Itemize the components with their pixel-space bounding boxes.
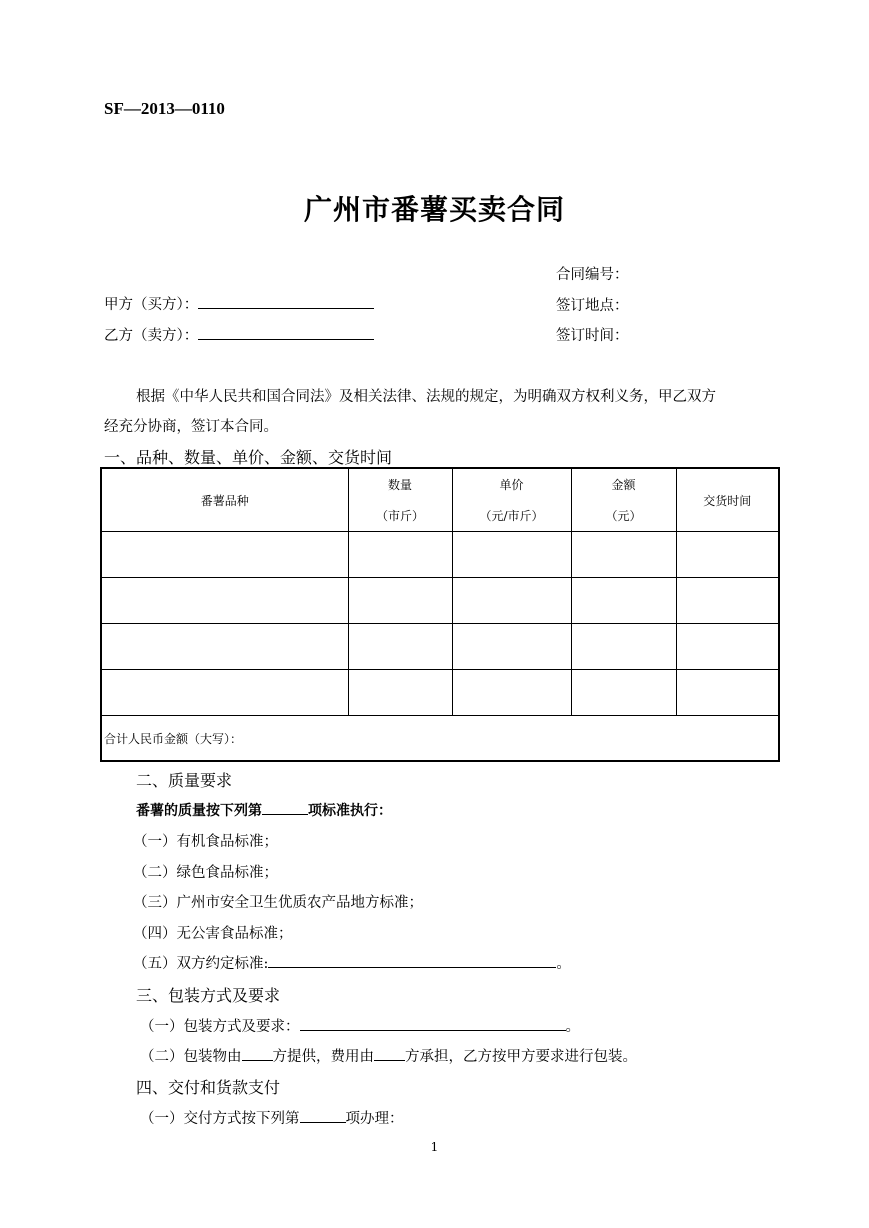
quality-item-5 [133,952,571,973]
packaging-item-1 [140,1015,580,1036]
table-row [101,624,779,670]
packaging-item-2-part-a: （二）包装物由 [140,1049,242,1065]
intro-line-2: 经充分协商，签订本合同。 [104,419,278,435]
header-amount-label: 金额 [611,478,636,492]
quality-item-5-label: （五）双方约定标准: [133,956,269,972]
cell-quantity[interactable] [348,532,452,578]
cell-delivery-time[interactable] [676,532,779,578]
header-unit-price-label: 单价 [499,478,524,492]
party-a-blank[interactable] [198,294,374,309]
party-b-label: 乙方（卖方）： [104,328,199,344]
packaging-cost-bearer-blank[interactable] [374,1046,405,1061]
party-a-label: 甲方（买方）： [104,297,199,313]
party-a-line [104,293,374,314]
packaging-provider-blank[interactable] [242,1046,273,1061]
cell-quantity[interactable] [348,624,452,670]
cell-variety[interactable] [101,624,348,670]
intro-line-1: 根据《中华人民共和国合同法》及相关法律、法规的规定，为明确双方权利义务，甲乙双方 [136,389,716,405]
party-b-blank[interactable] [198,325,374,340]
quality-item-4: （四）无公害食品标准； [133,926,293,942]
cell-delivery-time[interactable] [676,624,779,670]
sign-time-label: 签订时间： [556,328,629,344]
packaging-item-2-part-b: 方提供，费用由 [272,1049,374,1065]
packaging-item-2 [140,1045,637,1066]
quality-item-3: （三）广州市安全卫生优质农产品地方标准； [133,895,423,911]
header-amount [571,468,676,532]
contract-number-label: 合同编号： [556,267,629,283]
section-3-heading: 三、包装方式及要求 [136,986,281,1005]
cell-unit-price[interactable] [452,670,571,716]
cell-quantity[interactable] [348,670,452,716]
packaging-item-1-label: （一）包装方式及要求： [140,1019,300,1035]
cell-amount[interactable] [571,624,676,670]
section-4-heading: 四、交付和货款支付 [136,1078,281,1097]
header-unit-price-unit: （元/市斤） [479,509,544,523]
header-quantity-unit: （市斤） [375,509,424,523]
document-code: SF—2013—0110 [104,99,225,118]
cell-unit-price[interactable] [452,532,571,578]
quality-standard-line [136,800,392,820]
cell-amount[interactable] [571,578,676,624]
quality-item-2: （二）绿色食品标准； [133,865,278,881]
table-row [101,670,779,716]
header-variety: 番薯品种 [101,468,348,532]
table-total-row [101,716,779,762]
packaging-item-1-end: 。 [565,1019,580,1035]
page-number: 1 [430,1140,439,1154]
party-b-line [104,324,374,345]
cell-amount[interactable] [571,532,676,578]
sign-place-label: 签订地点： [556,298,629,314]
agreed-standard-blank[interactable] [268,953,556,968]
section-1-heading: 一、品种、数量、单价、金额、交货时间 [104,448,393,467]
quality-item-1: （一）有机食品标准； [133,834,278,850]
cell-variety[interactable] [101,670,348,716]
delivery-item-1 [140,1107,404,1128]
header-amount-unit: （元） [605,509,642,523]
table-header-row [101,468,779,532]
delivery-method-blank[interactable] [300,1108,346,1123]
table-row [101,578,779,624]
cell-variety[interactable] [101,532,348,578]
document-title: 广州市番薯买卖合同 [303,193,565,226]
cell-quantity[interactable] [348,578,452,624]
cell-delivery-time[interactable] [676,670,779,716]
cell-delivery-time[interactable] [676,578,779,624]
header-delivery-time: 交货时间 [676,468,779,532]
quality-standard-prefix: 番薯的质量按下列第 [136,803,262,819]
delivery-item-1-label: （一）交付方式按下列第 [140,1111,300,1127]
delivery-item-1-suffix: 项办理： [345,1111,404,1127]
header-unit-price [452,468,571,532]
header-quantity-label: 数量 [387,478,412,492]
section-2-heading: 二、质量要求 [136,771,233,790]
cell-unit-price[interactable] [452,578,571,624]
cell-amount[interactable] [571,670,676,716]
cell-unit-price[interactable] [452,624,571,670]
total-amount-cell[interactable]: 合计人民币金额（大写）： [101,716,779,762]
quality-standard-blank[interactable] [262,800,308,815]
quality-item-5-end: 。 [556,956,571,972]
quality-standard-suffix: 项标准执行： [308,803,392,819]
cell-variety[interactable] [101,578,348,624]
goods-table [100,467,780,762]
packaging-item-2-part-c: 方承担，乙方按甲方要求进行包装。 [405,1049,637,1065]
table-row [101,532,779,578]
packaging-method-blank[interactable] [300,1016,566,1031]
header-quantity [348,468,452,532]
